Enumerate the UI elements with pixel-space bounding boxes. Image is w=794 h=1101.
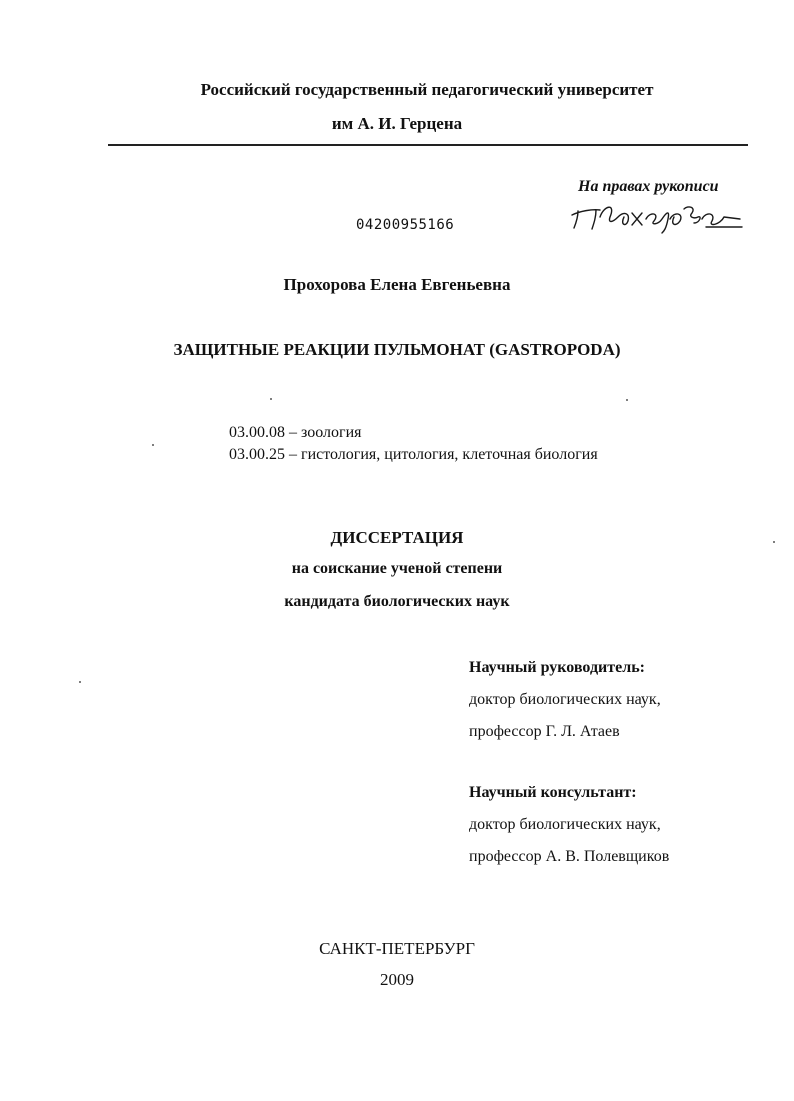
specialty-name: – зоология: [285, 424, 362, 441]
specialty-item: [229, 444, 598, 466]
dissertation-title: ЗАЩИТНЫЕ РЕАКЦИИ ПУЛЬМОНАТ (GASTROPODA): [173, 340, 621, 359]
supervisor-degree: доктор биологических наук,: [469, 691, 661, 708]
city: САНКТ-ПЕТЕРБУРГ: [319, 939, 475, 958]
manuscript-mark: На правах рукописи: [578, 178, 719, 195]
archive-number: 04200955166: [356, 217, 455, 233]
document-type: ДИССЕРТАЦИЯ: [330, 528, 464, 547]
year: 2009: [380, 970, 414, 989]
supervisor-heading: Научный руководитель:: [469, 659, 645, 676]
header-divider: [108, 144, 748, 146]
consultant-name: профессор А. В. Полевщиков: [469, 848, 670, 865]
degree-line: кандидата биологических наук: [284, 593, 510, 610]
scan-speck: [773, 541, 775, 543]
specialty-name: – гистология, цитология, клеточная биология: [285, 446, 598, 463]
consultant-degree: доктор биологических наук,: [469, 816, 661, 833]
specialty-list: [229, 422, 598, 466]
scan-speck: [270, 398, 272, 400]
author-name: Прохорова Елена Евгеньевна: [283, 275, 511, 294]
university-name-line2: им А. И. Герцена: [331, 114, 463, 133]
supervisor-block: [469, 652, 661, 748]
handwritten-signature: [566, 195, 744, 235]
scan-speck: [79, 681, 81, 683]
scan-speck: [626, 399, 628, 401]
specialty-code: 03.00.08: [229, 424, 285, 441]
specialty-item: [229, 422, 598, 444]
university-name: Российский государственный педагогический университет: [200, 80, 654, 99]
degree-line: на соискание ученой степени: [291, 560, 503, 577]
specialty-code: 03.00.25: [229, 446, 285, 463]
consultant-heading: Научный консультант:: [469, 784, 637, 801]
consultant-block: [469, 777, 669, 873]
scan-speck: [152, 444, 154, 446]
supervisor-name: профессор Г. Л. Атаев: [469, 723, 620, 740]
